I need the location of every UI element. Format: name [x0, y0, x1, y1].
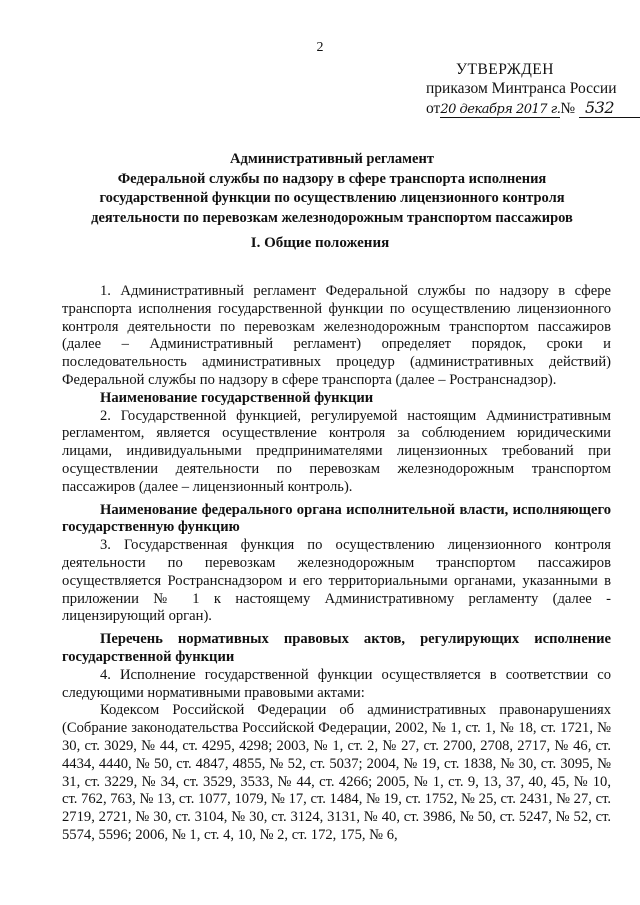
document-title — [62, 150, 602, 228]
subheading-authority: Наименование федерального органа исполнительной власти, исполняющего государственную функцию — [62, 501, 611, 536]
from-label: от — [426, 100, 441, 117]
subheading-function-name: Наименование государственной функции — [100, 389, 374, 406]
approval-stamp — [426, 60, 626, 119]
number-label: № — [560, 100, 576, 117]
approval-date-line — [426, 98, 626, 119]
title-line: деятельности по перевозкам железнодорожным транспортом пассажиров — [91, 209, 573, 226]
handwritten-date: 20 декабря 2017 г. — [440, 102, 561, 117]
handwritten-number: 532 — [579, 98, 640, 118]
title-line: Федеральной службы по надзору в сфере транспорта исполнения — [117, 170, 547, 187]
approval-title: УТВЕРЖДЕН — [456, 61, 554, 78]
title-line: Административный регламент — [230, 151, 434, 167]
paragraph-4: 4. Исполнение государственной функции осуществляется в соответствии со следующими нормативными правовыми актами: — [62, 666, 611, 701]
title-line: государственной функции по осуществлению лицензионного контроля — [99, 190, 565, 206]
page-number: 2 — [316, 40, 324, 55]
paragraph-2: 2. Государственной функцией, регулируемой настоящим Административным регламентом, является осуществление контроля за соблюдением юридическими лицами, индивидуальными предпринимателями лицензионных требований при осуществлении деятельности по перевозкам железнодорожным транспортом пассажиров (далее – лицензионный контроль). — [62, 407, 611, 495]
paragraph-1: 1. Административный регламент Федеральной службы по надзору в сфере транспорта исполнения государственной функции по осуществлению лицензионного контроля деятельности по перевозкам железнодорожным транспортом пассажиров (далее – Административный регламент) определяет порядок, сроки и последовательность административных процедур (административных действий) Федеральной службы по надзору в сфере транспорта (далее – Ространснадзор). — [62, 283, 611, 388]
approval-order-line: приказом Минтранса России — [426, 80, 617, 97]
subheading-legal-acts: Перечень нормативных правовых актов, регулирующих исполнение государственной функции — [62, 631, 611, 665]
paragraph-3: 3. Государственная функция по осуществлению лицензионного контроля деятельности по перевозкам железнодорожным транспортом пассажиров осуществляется Ространснадзором и его территориальными органами, указанными в приложении № 1 к настоящему Административному регламенту (далее - лицензирующий орган). — [62, 537, 611, 625]
document-body — [62, 283, 611, 845]
paragraph-code-reference: Кодексом Российской Федерации об административных правонарушениях (Собрание законодательства Российской Федерации, 2002, № 1, ст. 1, № 18, ст. 1721, № 30, ст. 3029, № 44, ст. 4295, 4298; 2003, № 1, ст. 2, № 27, ст. 2700, 2708, 2717, № 46, ст. 4434, 4440, № 50, ст. 4847, 4855, № 52, ст. 5037; 2004, № 19, ст. 1838, № 30, ст. 3095, № 31, ст. 3229, № 34, ст. 3529, 3533, № 44, ст. 4266; 2005, № 1, ст. 9, 13, 37, 40, 45, № 10, ст. 762, 763, № 13, ст. 1077, 1079, № 17, ст. 1484, № 19, ст. 1752, № 25, ст. 2431, № 27, ст. 2719, 2721, № 30, ст. 3104, № 30, ст. 3124, 3131, № 40, ст. 3986, № 50, ст. 5247, № 52, ст. 5574, 5596; 2006, № 1, ст. 4, 10, № 2, ст. 172, 175, № 6, — [62, 702, 611, 843]
section-heading: I. Общие положения — [250, 235, 390, 251]
